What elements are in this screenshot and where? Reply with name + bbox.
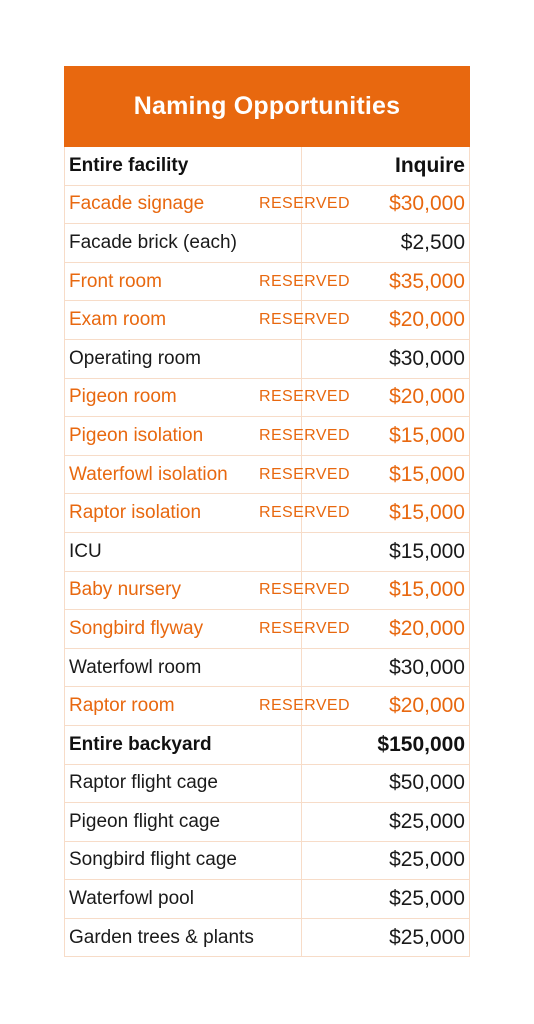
item-price: $30,000 [389, 655, 465, 679]
item-price: $15,000 [389, 578, 465, 602]
reserved-status-label: RESERVED [259, 311, 350, 329]
item-price: $30,000 [389, 192, 465, 216]
item-name: Pigeon isolation [69, 424, 204, 446]
item-name: Pigeon room [69, 386, 177, 408]
item-name: ICU [69, 540, 102, 562]
table-row [64, 880, 470, 919]
reserved-status-label: RESERVED [259, 697, 350, 715]
table-row [64, 726, 470, 765]
item-price: $35,000 [389, 269, 465, 293]
item-name: Pigeon flight cage [69, 810, 221, 832]
reserved-status-label: RESERVED [259, 426, 350, 444]
item-price: Inquire [394, 153, 465, 177]
item-price: $150,000 [377, 732, 465, 756]
item-price: $2,500 [400, 230, 465, 254]
table-row [64, 919, 470, 958]
table-row [64, 687, 470, 726]
item-price: $15,000 [389, 501, 465, 525]
table-row [64, 533, 470, 572]
item-price: $20,000 [389, 616, 465, 640]
item-price: $25,000 [389, 809, 465, 833]
table-row [64, 224, 470, 263]
item-name: Waterfowl isolation [69, 463, 228, 485]
item-name: Facade brick (each) [69, 231, 237, 253]
item-price: $25,000 [389, 848, 465, 872]
item-price: $25,000 [389, 887, 465, 911]
item-price: $50,000 [389, 771, 465, 795]
item-name: Entire facility [69, 154, 189, 176]
item-name: Songbird flyway [69, 617, 204, 639]
reserved-status-label: RESERVED [259, 272, 350, 290]
item-name: Operating room [69, 347, 202, 369]
item-price: $20,000 [389, 694, 465, 718]
reserved-status-label: RESERVED [259, 388, 350, 406]
item-price: $20,000 [389, 385, 465, 409]
item-name: Waterfowl pool [69, 888, 194, 910]
table-row [64, 263, 470, 302]
table-row [64, 610, 470, 649]
item-price: $25,000 [389, 925, 465, 949]
table-row [64, 186, 470, 225]
item-name: Front room [69, 270, 162, 292]
table-row [64, 301, 470, 340]
reserved-status-label: RESERVED [259, 195, 350, 213]
item-name: Exam room [69, 309, 167, 331]
table-body [64, 147, 470, 957]
item-name: Raptor isolation [69, 502, 202, 524]
table-row [64, 803, 470, 842]
table-header [64, 66, 470, 147]
table-row [64, 456, 470, 495]
item-price: $15,000 [389, 423, 465, 447]
reserved-status-label: RESERVED [259, 619, 350, 637]
reserved-status-label: RESERVED [259, 504, 350, 522]
reserved-status-label: RESERVED [259, 581, 350, 599]
table-row [64, 379, 470, 418]
item-price: $20,000 [389, 308, 465, 332]
item-price: $15,000 [389, 539, 465, 563]
item-name: Raptor flight cage [69, 772, 218, 794]
item-name: Baby nursery [69, 579, 181, 601]
table-row [64, 649, 470, 688]
table-row [64, 494, 470, 533]
item-price: $15,000 [389, 462, 465, 486]
item-name: Garden trees & plants [69, 926, 254, 948]
item-name: Songbird flight cage [69, 849, 237, 871]
table-row [64, 417, 470, 456]
table-row [64, 765, 470, 804]
table-row [64, 147, 470, 186]
table-row [64, 842, 470, 881]
reserved-status-label: RESERVED [259, 465, 350, 483]
table-row [64, 572, 470, 611]
item-price: $30,000 [389, 346, 465, 370]
table-row [64, 340, 470, 379]
item-name: Entire backyard [69, 733, 212, 755]
item-name: Waterfowl room [69, 656, 202, 678]
item-name: Facade signage [69, 193, 205, 215]
naming-opportunities-table [64, 66, 470, 957]
item-name: Raptor room [69, 695, 175, 717]
page-title: Naming Opportunities [133, 92, 401, 120]
